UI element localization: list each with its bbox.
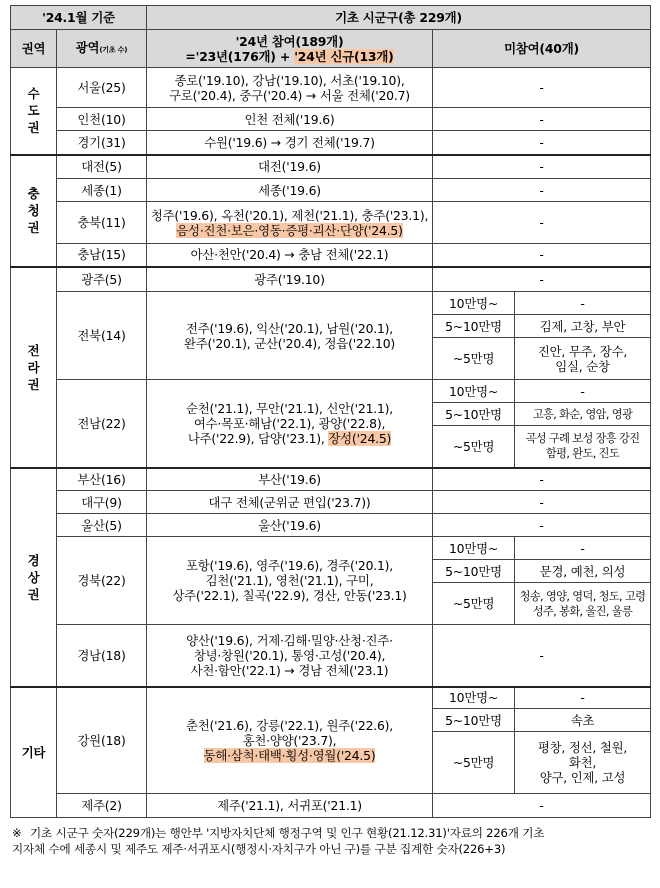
metro-header-note: (기초 수) xyxy=(99,45,128,54)
nonparticipation-cell: 문경, 예천, 의성 xyxy=(515,560,651,583)
tier-large: 10만명~ xyxy=(433,380,515,403)
nonparticipation-cell: 속초 xyxy=(515,709,651,732)
metro-cell: 전북(14) xyxy=(57,292,147,380)
table-row xyxy=(11,468,651,491)
participation-cell xyxy=(147,202,433,244)
participation-text: 나주('22.9), 담양('23.1), xyxy=(187,430,329,446)
tier-mid: 5~10만명 xyxy=(433,709,515,732)
participation-2024-new: '24년 신규(13개) xyxy=(294,48,394,64)
metro-header-label: 광역 xyxy=(75,39,100,55)
metro-cell: 경남(18) xyxy=(57,625,147,687)
participation-line: 상주('22.1), 칠곡('22.9), 경산, 안동('23.1) xyxy=(172,588,407,603)
basic-total-header: 기초 시군구(총 229개) xyxy=(147,6,651,30)
metro-cell: 충북(11) xyxy=(57,202,147,244)
metro-cell: 광주(5) xyxy=(57,267,147,292)
nonparticipation-cell: - xyxy=(433,794,651,818)
metro-cell: 세종(1) xyxy=(57,179,147,202)
participation-line: 홍천·양양('23.7), xyxy=(242,732,337,748)
metro-cell: 경북(22) xyxy=(57,537,147,625)
table-row xyxy=(11,380,651,403)
group-label: 전라권 xyxy=(27,342,40,392)
participation-line: 종로('19.10), 강남('19.10), 서초('19.10), xyxy=(174,72,405,88)
participation-cell xyxy=(147,687,433,794)
nonparticipation-header: 미참여(40개) xyxy=(433,30,651,68)
footnote-text: 기초 시군구 숫자(229개)는 행안부 '지방자치단체 행정구역 및 인구 현황(21.12.31)'자료의 226개 기초 xyxy=(30,826,545,840)
tier-small: ~5만명 xyxy=(433,338,515,380)
participation-table xyxy=(10,5,651,818)
participation-header xyxy=(147,30,433,68)
participation-line: 완주('20.1), 군산('20.4), 정읍('22.10) xyxy=(183,335,396,351)
participation-cell: 부산('19.6) xyxy=(147,468,433,491)
participation-line: 청주('19.6), 옥천('20.1), 제천('21.1), 충주('23.1), xyxy=(150,207,429,223)
nonparticipation-line: 임실, 순창 xyxy=(555,358,610,374)
status-table-wrapper xyxy=(10,5,650,857)
metro-cell: 제주(2) xyxy=(57,794,147,818)
tier-large: 10만명~ xyxy=(433,687,515,709)
table-row xyxy=(11,687,651,709)
tier-small: ~5만명 xyxy=(433,732,515,794)
nonparticipation-cell: - xyxy=(515,687,651,709)
participation-line: 창녕·창원('20.1), 통영·고성('20.4), xyxy=(193,648,386,663)
table-row xyxy=(11,179,651,202)
group-label: 충청권 xyxy=(27,186,40,235)
nonparticipation-cell: - xyxy=(433,267,651,292)
participation-cell: 대구 전체(군위군 편입('23.7)) xyxy=(147,491,433,514)
participation-line: 춘천('21.6), 강릉('22.1), 원주('22.6), xyxy=(185,717,394,733)
nonparticipation-line: 화천, xyxy=(568,755,597,770)
participation-cell: 아산·천안('20.4) → 충남 전체('22.1) xyxy=(147,244,433,267)
nonparticipation-line: 함평, 완도, 진도 xyxy=(545,447,620,461)
metro-cell: 대구(9) xyxy=(57,491,147,514)
participation-cell: 인천 전체('19.6) xyxy=(147,108,433,131)
table-row xyxy=(11,514,651,537)
participation-cell: 울산('19.6) xyxy=(147,514,433,537)
table-row xyxy=(11,292,651,315)
tier-small: ~5만명 xyxy=(433,583,515,625)
participation-line-new: 음성·진천·보은·영동·증평·괴산·단양('24.5) xyxy=(176,222,403,238)
nonparticipation-cell: - xyxy=(433,68,651,108)
participation-2023: ='23년(176개) + xyxy=(185,48,295,64)
nonparticipation-cell: - xyxy=(433,155,651,179)
table-row xyxy=(11,68,651,108)
metro-cell: 충남(15) xyxy=(57,244,147,267)
table-row xyxy=(11,202,651,244)
table-row xyxy=(11,794,651,818)
nonparticipation-cell: - xyxy=(515,292,651,315)
participation-cell xyxy=(147,292,433,380)
participation-cell xyxy=(147,68,433,108)
nonparticipation-cell xyxy=(515,426,651,468)
metro-cell: 울산(5) xyxy=(57,514,147,537)
footnote xyxy=(10,818,650,857)
participation-line-new: 장성('24.5) xyxy=(328,430,392,446)
table-row xyxy=(11,267,651,292)
nonparticipation-cell: - xyxy=(433,625,651,687)
participation-line: 구로('20.4), 중구('20.4) → 서울 전체('20.7) xyxy=(169,87,410,103)
participation-cell xyxy=(147,625,433,687)
group-gyeongsang xyxy=(11,468,57,687)
table-row xyxy=(11,537,651,560)
participation-cell xyxy=(147,537,433,625)
participation-line: 전주('19.6), 익산('20.1), 남원('20.1), xyxy=(185,320,394,336)
nonparticipation-cell: 김제, 고창, 부안 xyxy=(515,315,651,338)
group-label: 수도권 xyxy=(27,86,40,136)
participation-cell: 대전('19.6) xyxy=(147,155,433,179)
table-row xyxy=(11,155,651,179)
nonparticipation-line: 평창, 정선, 철원, xyxy=(537,740,628,755)
metro-cell: 전남(22) xyxy=(57,380,147,468)
region-header: 권역 xyxy=(11,30,57,68)
group-jeolla xyxy=(11,267,57,468)
nonparticipation-cell: - xyxy=(433,468,651,491)
tier-large: 10만명~ xyxy=(433,537,515,560)
metro-cell: 부산(16) xyxy=(57,468,147,491)
tier-small: ~5만명 xyxy=(433,426,515,468)
group-chungcheong xyxy=(11,155,57,267)
nonparticipation-cell: - xyxy=(433,179,651,202)
footnote-line: 지자체 수에 세종시 및 제주도 제주·서귀포시(행정시·자치구가 아닌 구)를 구분 집계한 숫자(226+3) xyxy=(12,842,506,856)
group-sudo xyxy=(11,68,57,155)
tier-mid: 5~10만명 xyxy=(433,315,515,338)
table-row xyxy=(11,625,651,687)
nonparticipation-line: 청송, 영양, 영덕, 청도, 고령 xyxy=(519,589,646,603)
participation-header-line1: '24년 참여(189개) xyxy=(235,33,344,49)
footnote-mark: ※ xyxy=(12,826,22,840)
header-row-1 xyxy=(11,6,651,30)
nonparticipation-cell: - xyxy=(433,131,651,155)
metro-cell: 대전(5) xyxy=(57,155,147,179)
tier-large: 10만명~ xyxy=(433,292,515,315)
participation-cell xyxy=(147,380,433,468)
participation-line: 여수·목포·해남('22.1), 광양('22.8), xyxy=(193,415,386,431)
metro-cell: 인천(10) xyxy=(57,108,147,131)
nonparticipation-cell xyxy=(515,338,651,380)
participation-line-new: 동해·삼척·태백·횡성·영월('24.5) xyxy=(203,747,376,763)
nonparticipation-cell xyxy=(515,583,651,625)
nonparticipation-line: 곡성 구례 보성 장흥 강진 xyxy=(525,432,640,446)
metro-cell: 서울(25) xyxy=(57,68,147,108)
nonparticipation-cell: - xyxy=(515,380,651,403)
participation-cell: 제주('21.1), 서귀포('21.1) xyxy=(147,794,433,818)
metro-cell: 강원(18) xyxy=(57,687,147,794)
participation-line: 순천('21.1), 무안('21.1), 신안('21.1), xyxy=(185,400,394,416)
participation-header-line2 xyxy=(149,49,430,64)
nonparticipation-line: 양구, 인제, 고성 xyxy=(539,770,626,785)
table-row xyxy=(11,108,651,131)
participation-line: 사천·함안('22.1) → 경남 전체('23.1) xyxy=(190,663,389,678)
group-label: 경상권 xyxy=(27,552,40,602)
metro-header xyxy=(57,30,147,68)
participation-cell: 수원('19.6) → 경기 전체('19.7) xyxy=(147,131,433,155)
tier-mid: 5~10만명 xyxy=(433,403,515,426)
participation-line: 포항('19.6), 영주('19.6), 경주('20.1), xyxy=(185,558,394,573)
nonparticipation-cell: 고흥, 화순, 영암, 영광 xyxy=(515,403,651,426)
nonparticipation-cell: - xyxy=(433,202,651,244)
participation-cell: 광주('19.10) xyxy=(147,267,433,292)
footnote-line xyxy=(12,825,650,841)
table-row xyxy=(11,491,651,514)
as-of-date: '24.1월 기준 xyxy=(11,6,147,30)
nonparticipation-line: 성주, 봉화, 울진, 울릉 xyxy=(532,604,633,618)
nonparticipation-cell: - xyxy=(433,108,651,131)
header-row-2 xyxy=(11,30,651,68)
participation-cell: 세종('19.6) xyxy=(147,179,433,202)
table-row xyxy=(11,244,651,267)
participation-line: 김천('21.1), 영천('21.1), 구미, xyxy=(205,573,374,588)
nonparticipation-line: 진안, 무주, 장수, xyxy=(537,343,628,359)
nonparticipation-cell: - xyxy=(433,491,651,514)
nonparticipation-cell: - xyxy=(515,537,651,560)
tier-mid: 5~10만명 xyxy=(433,560,515,583)
participation-line: 양산('19.6), 거제·김해·밀양·산청·진주· xyxy=(186,633,393,648)
group-etc: 기타 xyxy=(11,687,57,818)
nonparticipation-cell xyxy=(515,732,651,794)
nonparticipation-cell: - xyxy=(433,514,651,537)
table-row xyxy=(11,131,651,155)
participation-line xyxy=(149,431,430,446)
metro-cell: 경기(31) xyxy=(57,131,147,155)
nonparticipation-cell: - xyxy=(433,244,651,267)
